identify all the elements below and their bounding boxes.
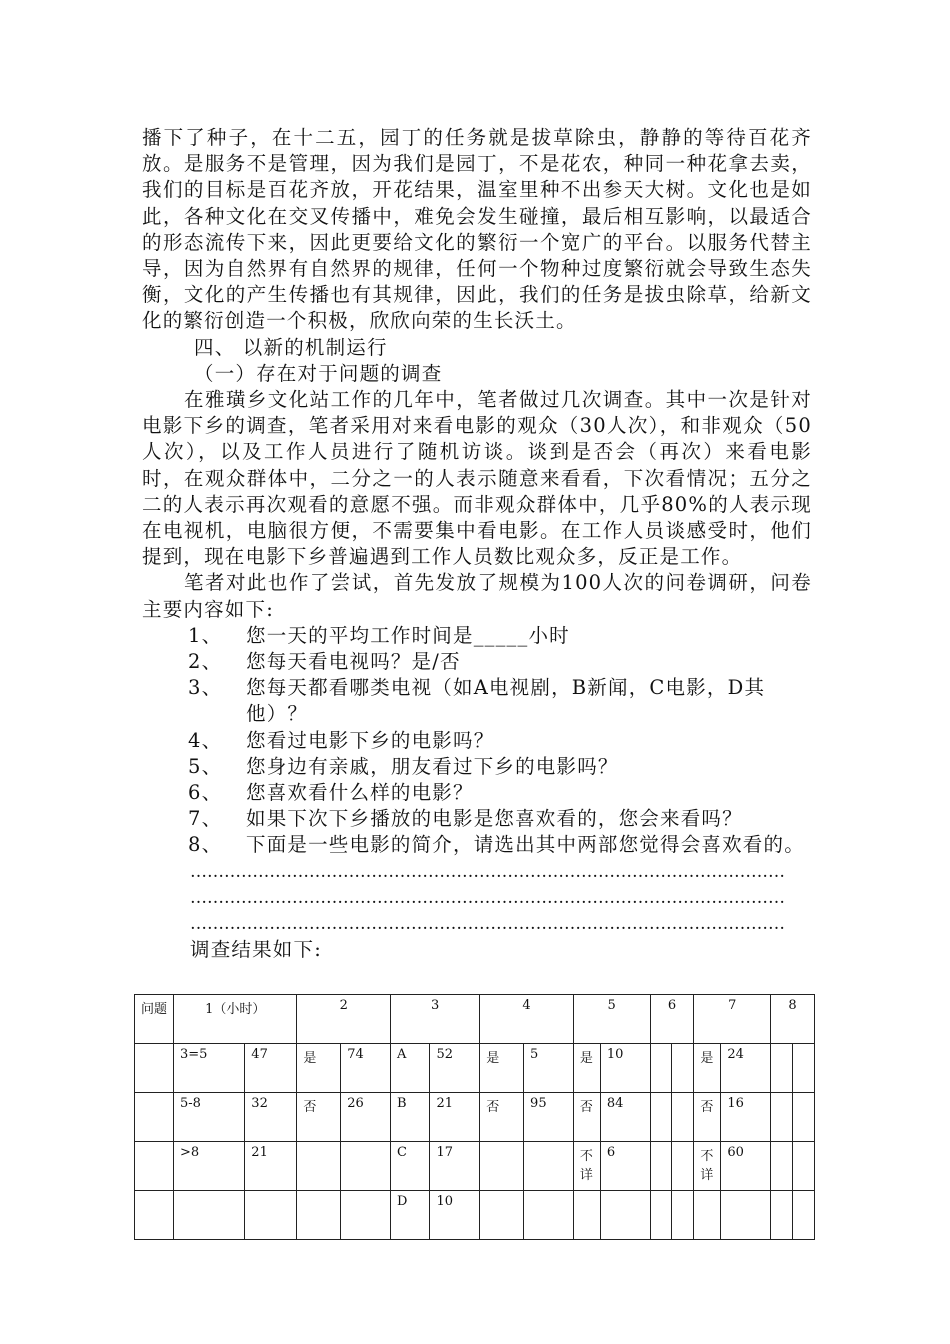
paragraph-survey-intro: 在雅璜乡文化站工作的几年中，笔者做过几次调查。其中一次是针对电影下乡的调查，笔者采用对来看电影的观众（30人次），和非观众（50人次），以及工作人员进行了随机访谈。谈到是否会（再次）来看电影时，在观众群体中，二分之一的人表示随意来看看，下次看情况；五分之二的人表示再次观看的意愿不强。而非观众群体中，几乎80%的人表示现在电视机，电脑很方便，不需要集中看电影。在工作人员谈感受时，他们提到，现在电影下乡普遍遇到工作人员数比观众多，反正是工作。 <box>142 388 812 569</box>
table-cell: 不详 <box>573 1142 600 1191</box>
table-cell: C <box>391 1142 430 1191</box>
table-cell <box>650 1142 672 1191</box>
table-cell <box>524 1142 574 1191</box>
table-cell: 52 <box>430 1044 480 1093</box>
table-cell <box>771 1191 793 1240</box>
table-cell <box>793 1093 815 1142</box>
table-cell: 否 <box>480 1093 524 1142</box>
table-cell: 否 <box>573 1093 600 1142</box>
header-cell: 1（小时） <box>174 995 297 1044</box>
header-cell: 6 <box>650 995 694 1044</box>
table-cell <box>771 1044 793 1093</box>
table-cell <box>297 1191 341 1240</box>
table-cell: 32 <box>245 1093 297 1142</box>
table-cell <box>650 1093 672 1142</box>
table-cell <box>721 1191 771 1240</box>
table-cell: 是 <box>297 1044 341 1093</box>
table-cell: 5 <box>524 1044 574 1093</box>
table-cell: 21 <box>430 1093 480 1142</box>
table-cell <box>524 1191 574 1240</box>
question-item: 1、 您一天的平均工作时间是_____小时 <box>188 623 570 647</box>
header-cell: 8 <box>771 995 815 1044</box>
table-cell: B <box>391 1093 430 1142</box>
table-cell: 是 <box>694 1044 721 1093</box>
question-item: 4、 您看过电影下乡的电影吗？ <box>188 728 495 752</box>
table-cell <box>480 1191 524 1240</box>
table-cell: 16 <box>721 1093 771 1142</box>
header-cell: 2 <box>297 995 391 1044</box>
table-cell: 10 <box>600 1044 650 1093</box>
table-cell: 是 <box>480 1044 524 1093</box>
table-cell <box>174 1191 245 1240</box>
question-item: 7、 如果下次下乡播放的电影是您喜欢看的，您会来看吗？ <box>188 807 743 831</box>
table-cell <box>297 1142 341 1191</box>
table-cell: 6 <box>600 1142 650 1191</box>
table-row <box>135 1142 815 1191</box>
header-cell: 问题 <box>135 995 174 1044</box>
table-cell <box>135 1142 174 1191</box>
table-cell <box>793 1044 815 1093</box>
table-cell: 否 <box>297 1093 341 1142</box>
table-cell: D <box>391 1191 430 1240</box>
table-cell <box>793 1142 815 1191</box>
table-cell <box>341 1142 391 1191</box>
header-cell: 7 <box>694 995 771 1044</box>
header-cell: 3 <box>391 995 480 1044</box>
table-cell <box>672 1142 694 1191</box>
table-cell: 10 <box>430 1191 480 1240</box>
subsection-heading: （一）存在对于问题的调查 <box>194 361 443 385</box>
table-cell: 95 <box>524 1093 574 1142</box>
section-heading: 四、 以新的机制运行 <box>194 335 388 359</box>
table-cell: 17 <box>430 1142 480 1191</box>
question-item: 8、 下面是一些电影的简介，请选出其中两部您觉得会喜欢看的。 <box>188 833 805 857</box>
header-cell: 5 <box>573 995 650 1044</box>
table-cell <box>135 1191 174 1240</box>
table-cell: 47 <box>245 1044 297 1093</box>
table-cell: 60 <box>721 1142 771 1191</box>
table-cell: 84 <box>600 1093 650 1142</box>
question-item: 2、 您每天看电视吗？是/否 <box>188 650 461 674</box>
table-cell <box>650 1191 672 1240</box>
table-row <box>135 1093 815 1142</box>
ellipsis-line: …………………………………………………………………………………………… <box>190 887 785 908</box>
table-cell <box>600 1191 650 1240</box>
table-cell <box>793 1191 815 1240</box>
table-cell: 5-8 <box>174 1093 245 1142</box>
body-text <box>142 125 812 964</box>
table-cell <box>650 1044 672 1093</box>
table-cell: 26 <box>341 1093 391 1142</box>
table-cell <box>672 1191 694 1240</box>
table-cell <box>672 1044 694 1093</box>
table-cell <box>135 1093 174 1142</box>
table-cell: 是 <box>573 1044 600 1093</box>
table-cell <box>135 1044 174 1093</box>
survey-results-table <box>134 994 815 1240</box>
table-cell: >8 <box>174 1142 245 1191</box>
paragraph-questionnaire: 笔者对此也作了尝试，首先发放了规模为100人次的问卷调研，问卷主要内容如下: <box>142 571 812 621</box>
table-cell <box>480 1142 524 1191</box>
question-item: 3、 您每天都看哪类电视（如A电视剧，B新闻，C电影，D其他）？ <box>188 676 766 726</box>
table-cell <box>341 1191 391 1240</box>
table-cell: 否 <box>694 1093 721 1142</box>
header-cell: 4 <box>480 995 574 1044</box>
table-cell <box>771 1142 793 1191</box>
table-header-row <box>135 995 815 1044</box>
table-row <box>135 1191 815 1240</box>
table-cell: 21 <box>245 1142 297 1191</box>
ellipsis-line: …………………………………………………………………………………………… <box>190 861 785 882</box>
table-cell <box>694 1191 721 1240</box>
table-cell <box>245 1191 297 1240</box>
table-cell: 不详 <box>694 1142 721 1191</box>
table-row <box>135 1044 815 1093</box>
question-item: 5、 您身边有亲戚，朋友看过下乡的电影吗？ <box>188 754 619 778</box>
table-cell <box>672 1093 694 1142</box>
result-label: 调查结果如下: <box>190 938 322 962</box>
table-cell <box>771 1093 793 1142</box>
table-cell: 3=5 <box>174 1044 245 1093</box>
table-cell <box>573 1191 600 1240</box>
table-cell: 24 <box>721 1044 771 1093</box>
table-cell: A <box>391 1044 430 1093</box>
paragraph-gardener: 播下了种子，在十二五，园丁的任务就是拔草除虫，静静的等待百花齐放。是服务不是管理，因为我们是园丁，不是花农，种同一种花拿去卖，我们的目标是百花齐放，开花结果，温室里种不出参天大树。文化也是如此，各种文化在交叉传播中，难免会发生碰撞，最后相互影响，以最适合的形态流传下来，因此更要给文化的繁衍一个宽广的平台。以服务代替主导，因为自然界有自然界的规律，任何一个物种过度繁衍就会导致生态失衡，文化的产生传播也有其规律，因此，我们的任务是拔虫除草，给新文化的繁衍创造一个积极，欣欣向荣的生长沃土。 <box>142 126 812 333</box>
ellipsis-line: …………………………………………………………………………………………… <box>190 914 785 935</box>
table-cell: 74 <box>341 1044 391 1093</box>
question-item: 6、 您喜欢看什么样的电影？ <box>188 781 474 805</box>
